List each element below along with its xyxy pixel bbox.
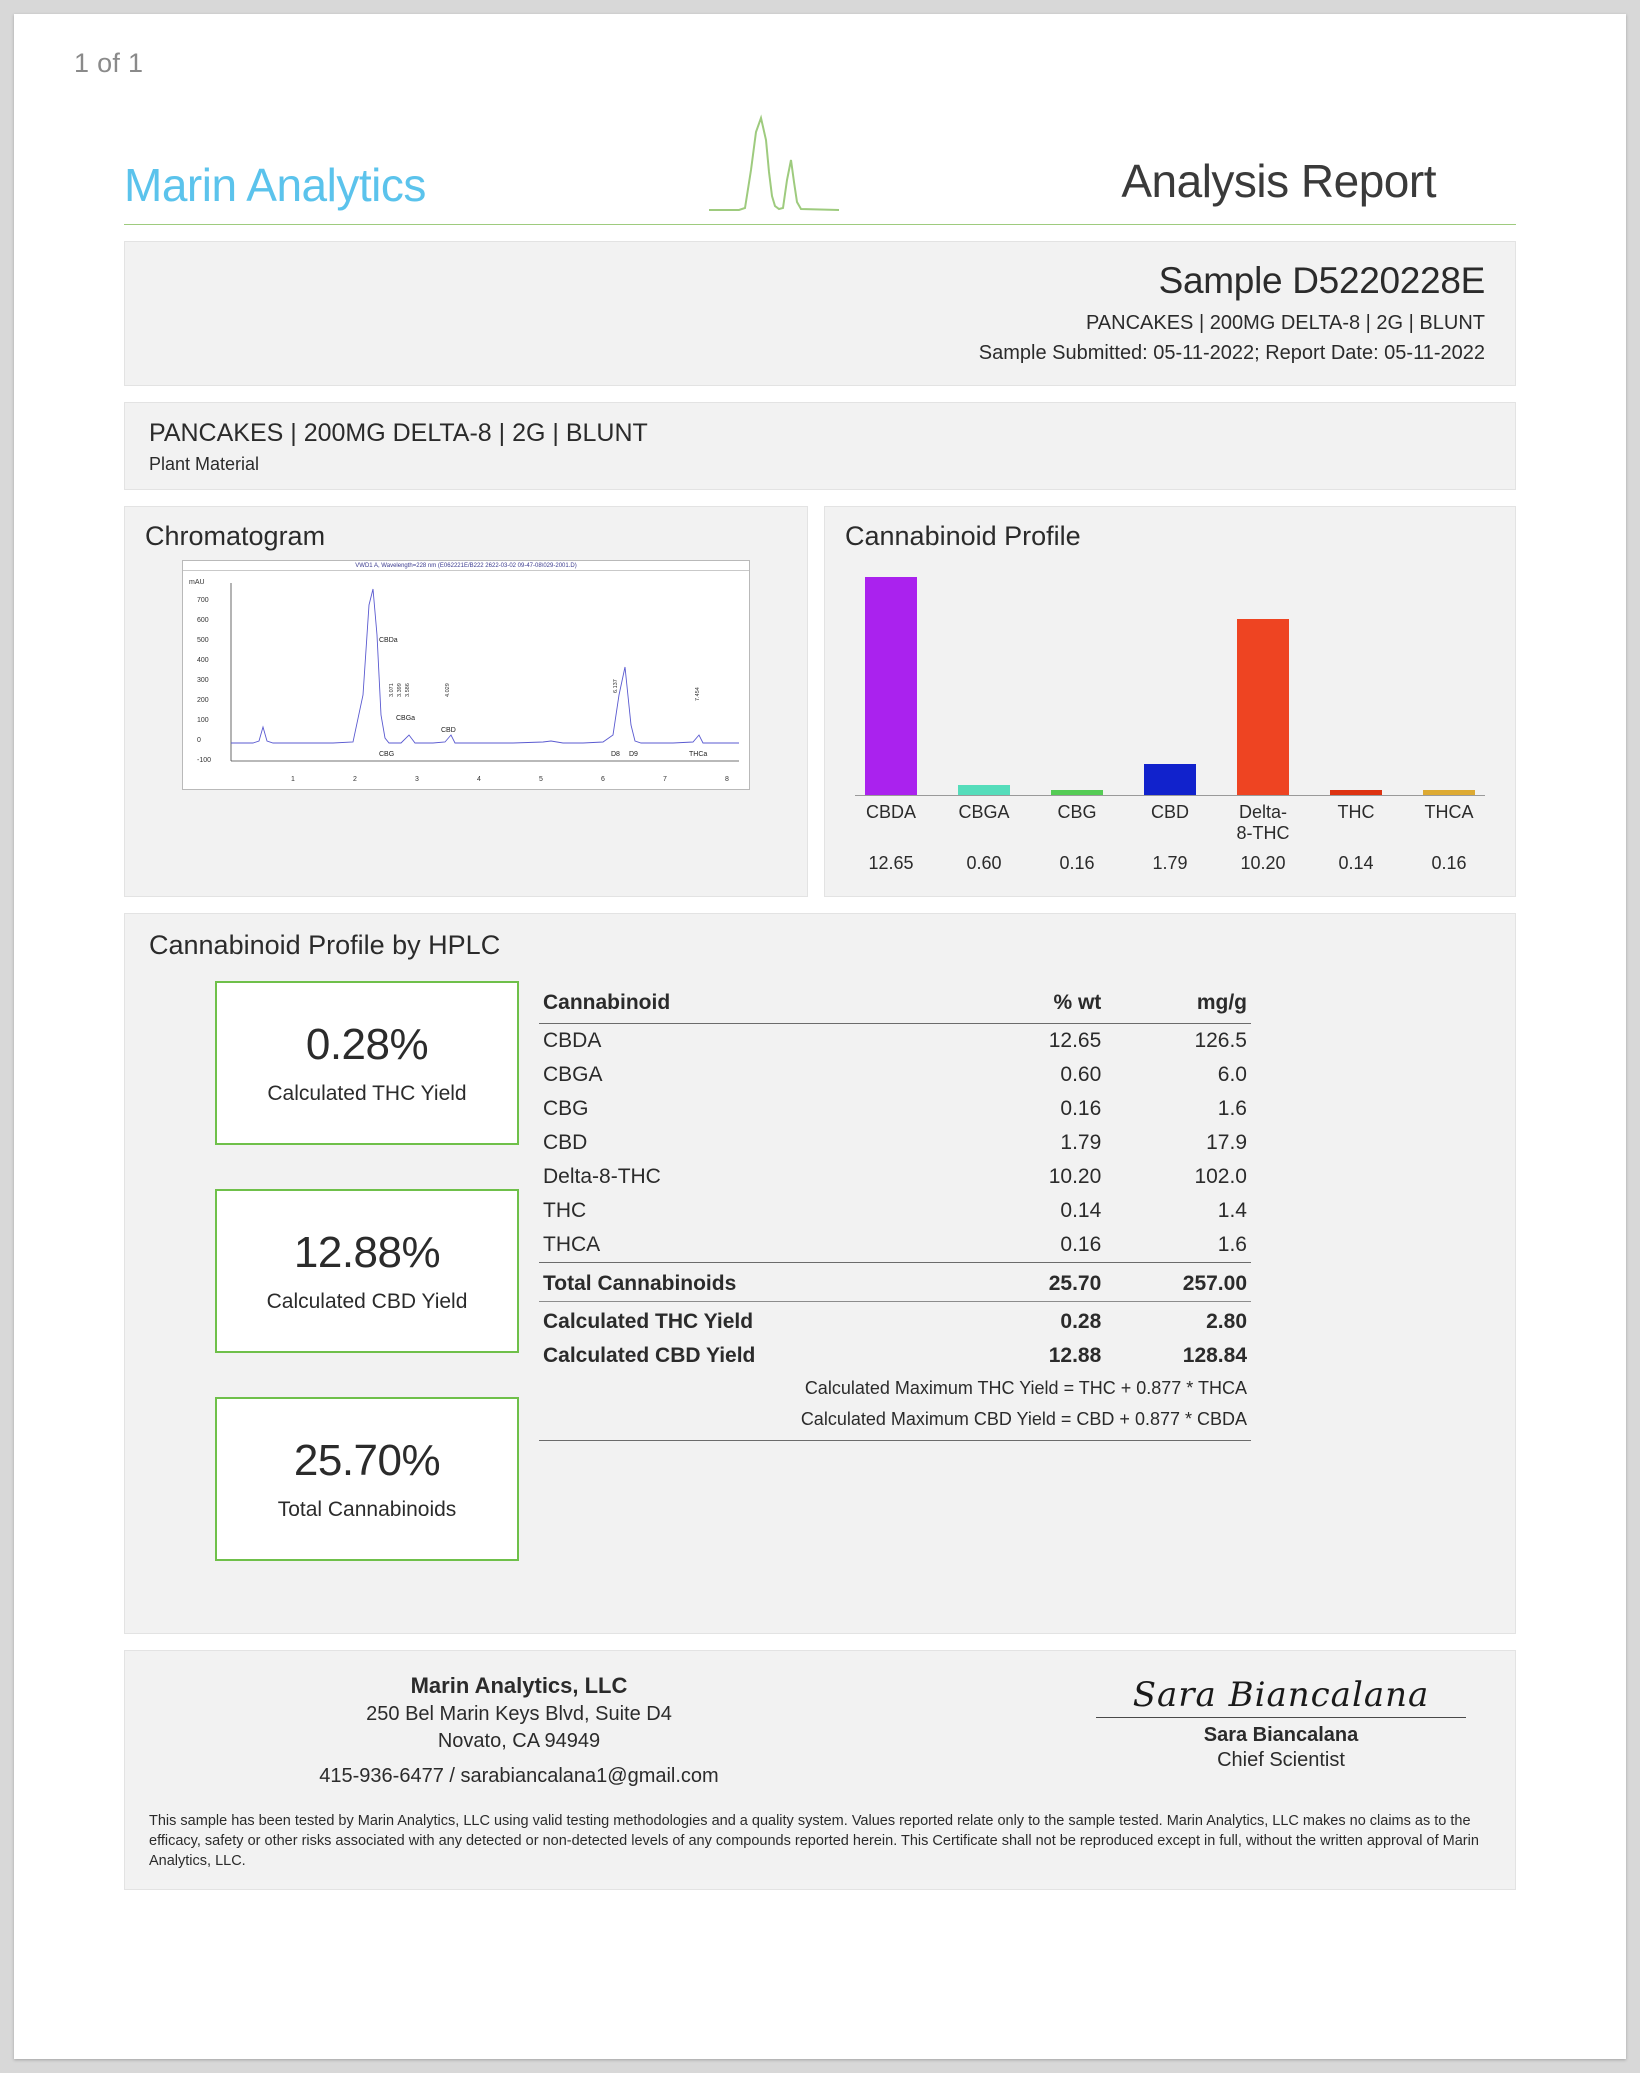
bar-category-label: THC xyxy=(1337,802,1375,822)
chromatogram-peak-icon xyxy=(709,110,839,220)
chromatogram-plot xyxy=(183,575,749,789)
bar-slot xyxy=(1235,566,1291,795)
cell-wt: 12.65 xyxy=(1048,1029,1102,1053)
cell-name: Total Cannabinoids xyxy=(539,1263,983,1302)
signer-role: Chief Scientist xyxy=(1217,1749,1345,1772)
cell-wt: 25.70 xyxy=(983,1263,1105,1302)
product-matrix: Plant Material xyxy=(149,454,260,474)
bar-thc xyxy=(1330,790,1382,795)
bar-slot xyxy=(863,566,919,795)
chromatogram-peak-label: D8 xyxy=(611,751,620,758)
cell-mgg: 1.6 xyxy=(1217,1233,1247,1257)
lab-address-line2: Novato, CA 94949 xyxy=(437,1730,601,1753)
bar-value-label: 0.14 xyxy=(1338,853,1374,874)
table-row xyxy=(539,1160,1251,1194)
cell-name: CBG xyxy=(543,1097,589,1121)
table-formula-row xyxy=(539,1404,1251,1441)
chromatogram-figure-header: VWD1 A, Wavelength=228 nm (E062221E/B222 2622-03-02 09-47-08\029-2001.D) xyxy=(183,561,749,571)
cell-mgg: 17.9 xyxy=(1206,1131,1247,1155)
bar-cbd xyxy=(1144,764,1196,795)
bar-category-label: THCA xyxy=(1424,802,1474,822)
signature-block xyxy=(1071,1673,1491,1772)
product-panel xyxy=(124,402,1516,490)
bar-value-label: 1.79 xyxy=(1152,853,1188,874)
disclaimer-text: This sample has been tested by Marin Analytics, LLC using valid testing methodologies and a quality system. Values reported relate only to the sample tested. Marin Analytics, LLC makes no claims as to the efficacy, safety or other risks associated with any detected or non-detected levels of any compounds reported herein. This Certificate shall not be reproduced except in full, without the written approval of Marin Analytics, LLC. xyxy=(149,1813,1479,1869)
bar-cbga xyxy=(958,785,1010,795)
chromatogram-figure xyxy=(182,560,750,790)
cell-name: Delta-8-THC xyxy=(543,1165,661,1189)
chromatogram-xtick: 8 xyxy=(725,776,729,783)
cell-wt: 0.60 xyxy=(1060,1063,1102,1087)
sample-description: PANCAKES | 200MG DELTA-8 | 2G | BLUNT xyxy=(1085,312,1485,334)
chromatogram-peak-label: D9 xyxy=(629,751,638,758)
product-name: PANCAKES | 200MG DELTA-8 | 2G | BLUNT xyxy=(149,419,648,447)
lab-contact: 415-936-6477 / sarabiancalana1@gmail.com xyxy=(319,1765,719,1788)
lab-name: Marin Analytics, LLC xyxy=(410,1673,628,1699)
formula-cbd: Calculated Maximum CBD Yield = CBD + 0.877 * CBDA xyxy=(539,1404,1251,1441)
table-row-thc-yield xyxy=(539,1302,1251,1340)
cell-name: THC xyxy=(543,1199,587,1223)
chromatogram-ytick: 500 xyxy=(197,637,209,644)
chromatogram-retention-label: 4.029 xyxy=(445,683,451,697)
bar-slot xyxy=(956,566,1012,795)
cell-mgg: 1.6 xyxy=(1217,1097,1247,1121)
bar-category-label: CBG xyxy=(1057,802,1097,822)
cell-name: Calculated THC Yield xyxy=(539,1302,983,1340)
cell-wt: 1.79 xyxy=(1060,1131,1102,1155)
chromatogram-ytick: 0 xyxy=(197,737,201,744)
sample-summary-panel xyxy=(124,241,1516,386)
chromatogram-xtick: 5 xyxy=(539,776,543,783)
page-counter: 1 of 1 xyxy=(74,48,144,78)
chromatogram-peak-label: CBDa xyxy=(379,637,398,644)
column-header-wt: % wt xyxy=(983,987,1105,1024)
cannabinoid-table-column xyxy=(539,981,1491,1605)
chromatogram-y-label: mAU xyxy=(189,579,205,586)
table-row xyxy=(539,1024,1251,1059)
chromatogram-ytick: 400 xyxy=(197,657,209,664)
kpi-column xyxy=(149,981,509,1605)
column-header-cannabinoid: Cannabinoid xyxy=(539,987,983,1024)
bar-value-label: 10.20 xyxy=(1240,853,1286,874)
chromatogram-retention-label: 6.137 xyxy=(613,679,619,693)
chromatogram-ytick: 700 xyxy=(197,597,209,604)
chromatogram-xtick: 2 xyxy=(353,776,357,783)
kpi-label: Calculated THC Yield xyxy=(267,1082,467,1106)
bar-chart-plot xyxy=(855,566,1485,796)
chromatogram-retention-label: 3.071 xyxy=(389,683,395,697)
report-header xyxy=(124,110,1516,225)
kpi-value: 12.88% xyxy=(293,1228,441,1278)
table-row xyxy=(539,1126,1251,1160)
bar-value-label: 0.16 xyxy=(1431,853,1467,874)
kpi-total-cannabinoids xyxy=(215,1397,519,1561)
chromatogram-title: Chromatogram xyxy=(145,521,326,551)
chromatogram-retention-label: 3.586 xyxy=(405,683,411,697)
chromatogram-xtick: 7 xyxy=(663,776,667,783)
chromatogram-peak-label: CBD xyxy=(441,727,456,734)
bar-slot xyxy=(1142,566,1198,795)
cell-name: THCA xyxy=(543,1233,601,1257)
chromatogram-xtick: 3 xyxy=(415,776,419,783)
chromatogram-ytick: -100 xyxy=(197,757,212,764)
bar-cbg xyxy=(1051,790,1103,795)
signature-image: Sara Biancalana xyxy=(1132,1675,1430,1716)
cell-mgg: 102.0 xyxy=(1194,1165,1247,1189)
cannabinoid-profile-card xyxy=(824,506,1516,897)
cell-mgg: 126.5 xyxy=(1194,1029,1247,1053)
cell-name: CBD xyxy=(543,1131,588,1155)
table-header-row xyxy=(539,987,1251,1024)
bar-category-label: Delta-8-THC xyxy=(1236,802,1290,843)
bar-value-label: 0.60 xyxy=(966,853,1002,874)
signer-name: Sara Biancalana xyxy=(1203,1724,1359,1747)
chromatogram-ytick: 600 xyxy=(197,617,209,624)
bar-cbda xyxy=(865,577,917,796)
formula-thc: Calculated Maximum THC Yield = THC + 0.877 * THCA xyxy=(804,1378,1247,1399)
cell-name: Calculated CBD Yield xyxy=(543,1344,756,1368)
chromatogram-retention-label: 7.454 xyxy=(695,687,701,701)
hplc-panel xyxy=(124,913,1516,1634)
document-page xyxy=(14,14,1626,2059)
bar-value-label: 0.16 xyxy=(1059,853,1095,874)
bar-slot xyxy=(1049,566,1105,795)
cell-wt: 0.16 xyxy=(1060,1097,1102,1121)
bar-slot xyxy=(1421,566,1477,795)
cell-name: CBDA xyxy=(543,1029,602,1053)
chromatogram-peak-label: THCa xyxy=(689,751,708,758)
cannabinoid-profile-title: Cannabinoid Profile xyxy=(845,521,1081,551)
chromatogram-ytick: 300 xyxy=(197,677,209,684)
column-header-mgg: mg/g xyxy=(1105,987,1251,1024)
bar-thca xyxy=(1423,790,1475,795)
chromatogram-ytick: 100 xyxy=(197,717,209,724)
cell-mgg: 6.0 xyxy=(1217,1063,1247,1087)
kpi-thc-yield xyxy=(215,981,519,1145)
sample-id: Sample D5220228E xyxy=(1158,260,1485,301)
table-row xyxy=(539,1058,1251,1092)
table-row xyxy=(539,1194,1251,1228)
chromatogram-retention-label: 3.399 xyxy=(397,683,403,697)
table-row xyxy=(539,1092,1251,1126)
cannabinoid-table xyxy=(539,987,1251,1441)
kpi-value: 25.70% xyxy=(293,1436,441,1486)
kpi-label: Total Cannabinoids xyxy=(277,1498,457,1522)
footer-top xyxy=(149,1673,1491,1788)
cell-wt: 12.88 xyxy=(1048,1344,1102,1368)
bar-chart-category-labels xyxy=(845,802,1495,843)
table-row-total xyxy=(539,1263,1251,1302)
report-footer xyxy=(124,1650,1516,1890)
hplc-body xyxy=(149,981,1491,1605)
cell-mgg: 1.4 xyxy=(1217,1199,1247,1223)
chromatogram-card xyxy=(124,506,808,897)
cell-wt: 0.28 xyxy=(983,1302,1105,1340)
chromatogram-peak-label: CBGa xyxy=(396,715,416,722)
lab-address-line1: 250 Bel Marin Keys Blvd, Suite D4 xyxy=(366,1703,672,1726)
bar-category-label: CBDA xyxy=(865,802,916,822)
hplc-title: Cannabinoid Profile by HPLC xyxy=(149,930,501,961)
bar-delta-8-thc xyxy=(1237,619,1289,795)
sample-dates: Sample Submitted: 05-11-2022; Report Date: 05-11-2022 xyxy=(978,342,1485,364)
brand-name: Marin Analytics xyxy=(124,159,426,211)
kpi-value: 0.28% xyxy=(305,1020,429,1070)
cell-mgg: 2.80 xyxy=(1105,1302,1251,1340)
bar-slot xyxy=(1328,566,1384,795)
chromatogram-ytick: 200 xyxy=(197,697,209,704)
bar-chart-value-labels xyxy=(845,853,1495,874)
kpi-label: Calculated CBD Yield xyxy=(266,1290,468,1314)
cell-wt: 0.16 xyxy=(1060,1233,1102,1257)
chromatogram-xtick: 6 xyxy=(601,776,605,783)
kpi-cbd-yield xyxy=(215,1189,519,1353)
chromatogram-xtick: 4 xyxy=(477,776,481,783)
bar-category-label: CBGA xyxy=(958,802,1010,822)
cell-wt: 0.14 xyxy=(1060,1199,1102,1223)
table-formula-row xyxy=(539,1373,1251,1404)
lab-info xyxy=(149,1673,849,1788)
report-content xyxy=(124,110,1516,1890)
bar-category-label: CBD xyxy=(1150,802,1189,822)
table-row-cbd-yield xyxy=(539,1339,1251,1373)
chromatogram-peak-label: CBG xyxy=(379,751,395,758)
cell-mgg: 257.00 xyxy=(1105,1263,1251,1302)
cell-wt: 10.20 xyxy=(1048,1165,1102,1189)
page-title: Analysis Report xyxy=(1121,155,1436,207)
cell-name: CBGA xyxy=(543,1063,603,1087)
figures-row xyxy=(124,506,1516,897)
chromatogram-xtick: 1 xyxy=(291,776,295,783)
cell-mgg: 128.84 xyxy=(1182,1344,1247,1368)
bar-value-label: 12.65 xyxy=(868,853,914,874)
table-row xyxy=(539,1228,1251,1263)
